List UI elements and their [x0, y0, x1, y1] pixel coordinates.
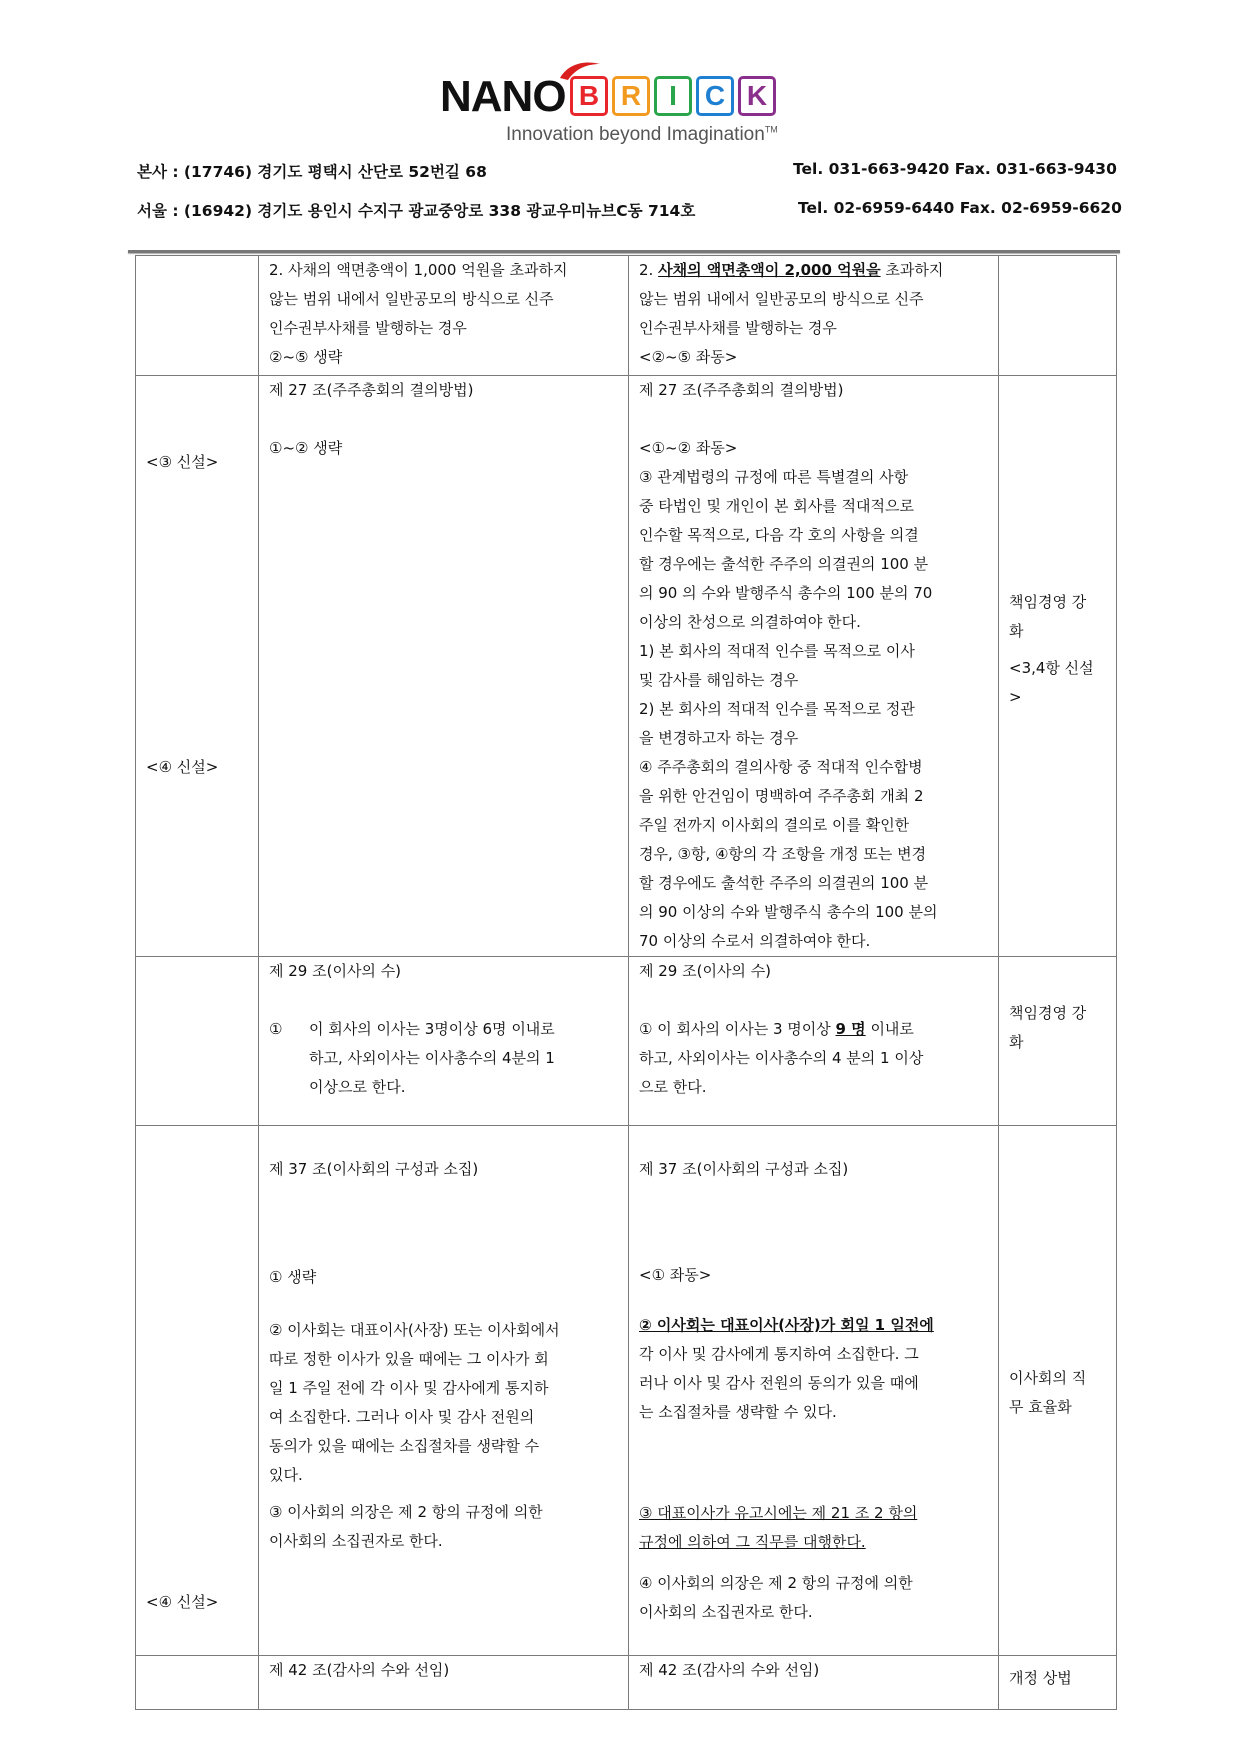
text-line: <①~② 좌동>: [639, 439, 738, 457]
text-line: ③ 관계법령의 규정에 따른 특별결의 사항: [639, 468, 909, 486]
before-cell: [259, 1126, 629, 1656]
paragraph: ④ 이사회의 의장은 제 2 항의 규정에 의한 이사회의 소집권자로 한다.: [639, 1574, 913, 1621]
reason-cell: [999, 1656, 1117, 1710]
text-line: 및 감사를 해임하는 경우: [639, 671, 799, 689]
new-mark: <③ 신설>: [146, 453, 219, 471]
text-line: 주일 전까지 이사회의 결의로 이를 확인한: [639, 816, 910, 834]
before-cell: [259, 376, 629, 957]
text-line: 인수권부사채를 발행하는 경우: [639, 319, 837, 337]
after-cell: [629, 1656, 999, 1710]
hq-contact: Tel. 031-663-9420 Fax. 031-663-9430: [793, 160, 1117, 178]
logo-block-b: B: [570, 76, 608, 116]
new-mark: <④ 신설>: [146, 1593, 219, 1611]
logo-word: NANO: [440, 72, 566, 121]
after-cell: [629, 256, 999, 376]
text-line: 을 위한 안건임이 명백하여 주주총회 개최 2: [639, 787, 924, 805]
text-line: ②~⑤ 생략: [269, 348, 343, 366]
text-line: 으로 한다.: [639, 1078, 707, 1096]
text-line: <① 좌동>: [639, 1266, 712, 1284]
reason-cell: [999, 376, 1117, 957]
after-cell: [629, 376, 999, 957]
hq-address: 본사 : (17746) 경기도 평택시 산단로 52번길 68: [137, 163, 487, 181]
article-title: 제 42 조(감사의 수와 선임): [269, 1661, 450, 1679]
new-mark: <④ 신설>: [146, 758, 219, 776]
header-divider: [128, 250, 1120, 253]
text-line: ①~② 생략: [269, 439, 343, 457]
article-title: 제 42 조(감사의 수와 선임): [639, 1661, 820, 1679]
article-title: 제 37 조(이사회의 구성과 소집): [639, 1160, 849, 1178]
text-line: 1) 본 회사의 적대적 인수를 목적으로 이사: [639, 642, 915, 660]
logo-blocks: [570, 76, 776, 116]
text-line: 할 경우에도 출석한 주주의 의결권의 100 분: [639, 874, 929, 892]
table-row: [136, 376, 1117, 957]
amended-clause: ② 이사회는 대표이사(사장)가 회일 1 일전에: [639, 1316, 934, 1334]
text-line: 않는 범위 내에서 일반공모의 방식으로 신주: [269, 290, 554, 308]
company-logo: [440, 58, 800, 158]
paragraph: ② 이사회는 대표이사(사장)가 회일 1 일전에 각 이사 및 감사에게 통지하여 소집한다. 그 러나 이사 및 감사 전원의 동의가 있을 때에 는 소집절차를 생략할 수 있다.: [639, 1311, 989, 1427]
paragraph: ② 이사회는 대표이사(사장) 또는 이사회에서 따로 정한 이사가 있을 때에는 그 이사가 회 일 1 주일 전에 각 이사 및 감사에게 통지하 여 소집한다. 그러나 이사 및 감사 전원의 동의가 있을 때에는 소집절차를 생략할 수 있다.: [269, 1321, 560, 1484]
seoul-contact: Tel. 02-6959-6440 Fax. 02-6959-6620: [798, 199, 1122, 217]
text-line: 의 90 의 수와 발행주식 총수의 100 분의 70: [639, 584, 933, 602]
reason-cell: [999, 957, 1117, 1126]
text-line: 할 경우에는 출석한 주주의 의결권의 100 분: [639, 555, 929, 573]
article-title: 제 29 조(이사의 수): [639, 962, 772, 980]
text-line: ④ 주주총회의 결의사항 중 적대적 인수합병: [639, 758, 923, 776]
text-line: 하고, 사외이사는 이사총수의 4 분의 1 이상: [639, 1049, 924, 1067]
text-line: 2) 본 회사의 적대적 인수를 목적으로 정관: [639, 700, 915, 718]
text-line: 2. 사채의 액면총액이 2,000 억원을 초과하지: [639, 261, 944, 279]
text-line: 중 타법인 및 개인이 본 회사를 적대적으로: [639, 497, 914, 515]
text-line: 하고, 사외이사는 이사총수의 4분의 1: [309, 1049, 555, 1067]
paragraph: ③ 이사회의 의장은 제 2 항의 규정에 의한 이사회의 소집권자로 한다.: [269, 1503, 543, 1550]
reason-text: 책임경영 강 화 <3,4항 신설 >: [1009, 593, 1094, 706]
new-clause: ③ 대표이사가 유고시에는 제 21 조 2 항의 규정에 의하여 그 직무를 대행한다.: [639, 1504, 918, 1551]
logo-block-i: I: [654, 76, 692, 116]
logo-tagline: Innovation beyond Imagination™: [506, 124, 778, 145]
table-row: [136, 1126, 1117, 1656]
text-line: 인수권부사채를 발행하는 경우: [269, 319, 467, 337]
text-line: 이상의 찬성으로 의결하여야 한다.: [639, 613, 861, 631]
text-line: 을 변경하고자 하는 경우: [639, 729, 799, 747]
text-line: 않는 범위 내에서 일반공모의 방식으로 신주: [639, 290, 924, 308]
logo-block-k: K: [738, 76, 776, 116]
text-line: <②~⑤ 좌동>: [639, 348, 738, 366]
text-line: ① 이 회사의 이사는 3 명이상 9 명 이내로: [639, 1020, 914, 1038]
before-cell: [259, 1656, 629, 1710]
reason-cell: [999, 1126, 1117, 1656]
articles-comparison-table: [135, 255, 1117, 1710]
before-cell: [259, 256, 629, 376]
reason-text: 개정 상법: [1009, 1669, 1072, 1687]
text-line: 인수할 목적으로, 다음 각 호의 사항을 의결: [639, 526, 919, 544]
table-row: [136, 1656, 1117, 1710]
table-row: [136, 256, 1117, 376]
reason-text: 책임경영 강 화: [1009, 1004, 1087, 1051]
text-line: 이 회사의 이사는 3명이상 6명 이내로: [309, 1020, 555, 1038]
new-mark-cell: [136, 1126, 259, 1656]
text-line: ① 생략: [269, 1268, 317, 1286]
after-cell: [629, 957, 999, 1126]
amended-amount: 사채의 액면총액이 2,000 억원을: [658, 261, 881, 279]
before-cell: [259, 957, 629, 1126]
new-mark-cell: [136, 256, 259, 376]
amended-number: 9 명: [835, 1020, 866, 1038]
reason-text: 이사회의 직 무 효율화: [1009, 1369, 1087, 1416]
seoul-address-line: [137, 199, 1122, 221]
text-line: 이상으로 한다.: [309, 1078, 406, 1096]
new-mark-cell: [136, 1656, 259, 1710]
text-line: 2. 사채의 액면총액이 1,000 억원을 초과하지: [269, 261, 568, 279]
text-line: 70 이상의 수로서 의결하여야 한다.: [639, 932, 871, 950]
new-mark-cell: [136, 376, 259, 957]
logo-block-c: C: [696, 76, 734, 116]
reason-cell: [999, 256, 1117, 376]
article-title: 제 29 조(이사의 수): [269, 962, 402, 980]
article-title: 제 27 조(주주총회의 결의방법): [269, 381, 474, 399]
seoul-address: 서울 : (16942) 경기도 용인시 수지구 광교중앙로 338 광교우미뉴브C동 714호: [137, 202, 696, 220]
text-line: 의 90 이상의 수와 발행주식 총수의 100 분의: [639, 903, 938, 921]
after-cell: [629, 1126, 999, 1656]
clause: ① 이 회사의 이사는 3명이상 6명 이내로 하고, 사외이사는 이사총수의 4분의 1 이상으로 한다.: [269, 1015, 618, 1102]
article-title: 제 27 조(주주총회의 결의방법): [639, 381, 844, 399]
text-line: 경우, ③항, ④항의 각 조항을 개정 또는 변경: [639, 845, 927, 863]
table-row: [136, 957, 1117, 1126]
article-title: 제 37 조(이사회의 구성과 소집): [269, 1160, 479, 1178]
new-mark-cell: [136, 957, 259, 1126]
hq-address-line: [137, 160, 1117, 182]
logo-block-r: R: [612, 76, 650, 116]
